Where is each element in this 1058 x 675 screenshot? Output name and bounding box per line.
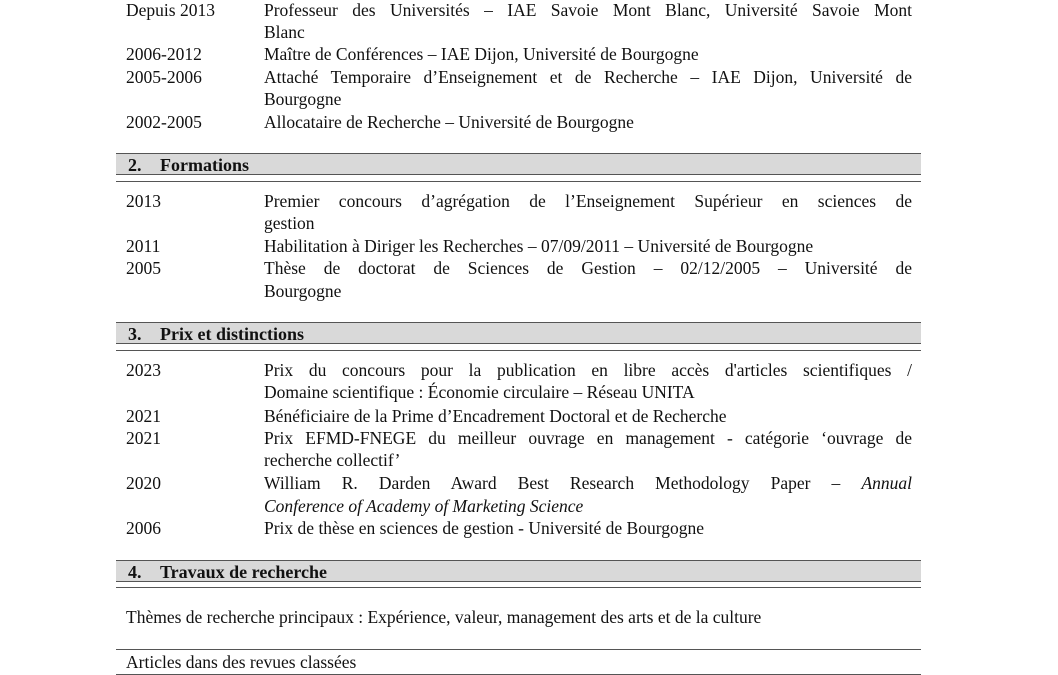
formation-year: 2013 [126, 191, 161, 211]
prix-desc: Prix de thèse en sciences de gestion - Université de Bourgogne [264, 518, 704, 538]
prix-desc [264, 495, 912, 517]
experience-desc: Maître de Conférences – IAE Dijon, Université de Bourgogne [264, 44, 699, 64]
prix-desc: Prix EFMD-FNEGE du meilleur ouvrage en management - catégorie ‘ouvrage de [264, 428, 912, 448]
section-heading-formations [116, 153, 921, 175]
experience-desc: Professeur des Universités – IAE Savoie Mont Blanc, Université Savoie Mont [264, 0, 912, 20]
experience-year: Depuis 2013 [126, 0, 215, 20]
section-divider [116, 350, 921, 351]
prix-year: 2006 [126, 518, 161, 538]
articles-subheading-label: Articles dans des revues classées [126, 652, 357, 672]
experience-desc: Attaché Temporaire d’Enseignement et de Recherche – IAE Dijon, Université de [264, 67, 912, 87]
prix-desc-text: William R. Darden Award Best Research Methodology Paper – [264, 473, 841, 493]
prix-year: 2021 [126, 406, 161, 426]
section-number: 3. [128, 324, 142, 344]
section-title: Prix et distinctions [160, 324, 304, 344]
articles-subheading [116, 649, 921, 675]
formation-desc: gestion [264, 213, 315, 233]
formation-year: 2011 [126, 236, 161, 256]
prix-desc: Prix du concours pour la publication en libre accès d'articles scientifiques / [264, 360, 912, 380]
formation-desc: Premier concours d’agrégation de l’Enseignement Supérieur en sciences de [264, 191, 912, 211]
prix-desc-conference: Annual [861, 473, 912, 493]
experience-desc: Bourgogne [264, 89, 342, 109]
prix-year: 2020 [126, 473, 161, 493]
experience-year: 2002-2005 [126, 112, 202, 132]
prix-desc-conference: Conference of Academy of Marketing Science [264, 496, 584, 516]
prix-year: 2023 [126, 360, 161, 380]
prix-year: 2021 [126, 428, 161, 448]
formation-desc: Bourgogne [264, 281, 342, 301]
section-number: 2. [128, 155, 142, 175]
prix-desc [264, 472, 912, 494]
experience-year: 2006-2012 [126, 44, 202, 64]
section-divider [116, 181, 921, 182]
section-title: Formations [160, 155, 249, 175]
section-title: Travaux de recherche [160, 562, 327, 582]
prix-desc: Bénéficiaire de la Prime d’Encadrement Doctoral et de Recherche [264, 406, 727, 426]
formation-desc: Habilitation à Diriger les Recherches – 07/09/2011 – Université de Bourgogne [264, 236, 814, 256]
prix-desc: Domaine scientifique : Économie circulaire – Réseau UNITA [264, 382, 695, 402]
section-number: 4. [128, 562, 142, 582]
experience-desc: Allocataire de Recherche – Université de Bourgogne [264, 112, 634, 132]
formation-year: 2005 [126, 258, 161, 278]
prix-desc: recherche collectif’ [264, 450, 401, 470]
section-heading-prix [116, 322, 921, 344]
section-heading-travaux [116, 560, 921, 582]
section-divider [116, 587, 921, 588]
experience-desc: Blanc [264, 22, 305, 42]
research-themes: Thèmes de recherche principaux : Expérience, valeur, management des arts et de la culture [126, 607, 762, 627]
formation-desc: Thèse de doctorat de Sciences de Gestion – 02/12/2005 – Université de [264, 258, 912, 278]
experience-year: 2005-2006 [126, 67, 202, 87]
